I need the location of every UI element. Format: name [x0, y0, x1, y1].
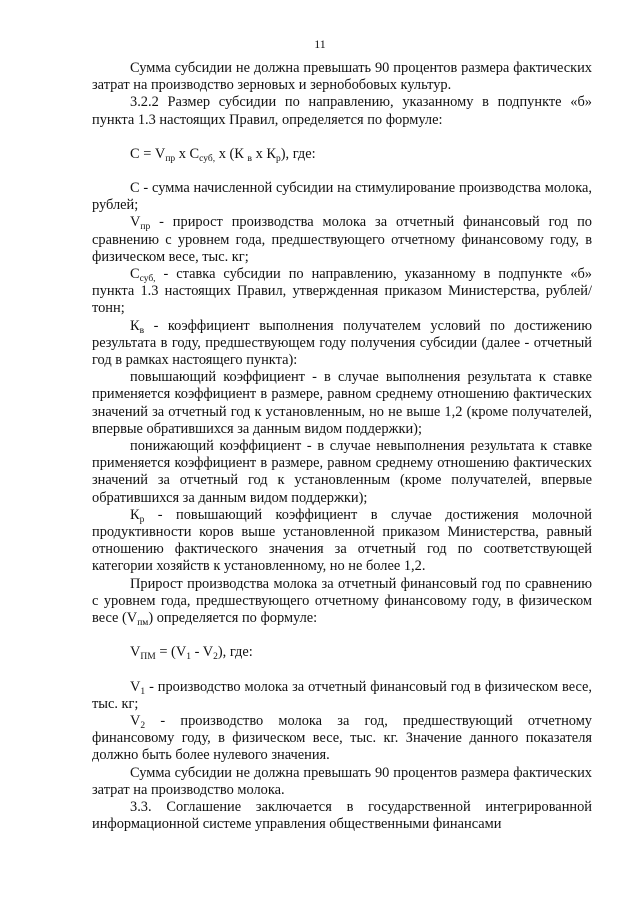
definition-v-pr: $V_{пр}$ - прирост производства молока за отчетный финансовый год по сравнению с уровнем года, предшествующего отчетному финансовому году, в физическом весе, тыс. кг;: [92, 214, 592, 265]
page-number: 11: [314, 37, 326, 51]
definition-v1: $V_1$ - производство молока за отчетный финансовый год в физическом весе, тыс. кг;: [92, 678, 592, 712]
paragraph-3-2-2: 3.2.2 Размер субсидии по направлению, указанному в подпункте «б» пункта 1.3 настоящих Правил, определяется по формуле:: [92, 94, 592, 128]
definition-k-r: $К_р$ - повышающий коэффициент в случае достижения молочной продуктивности коров выше установленной приказом Министерства, равный отношению фактического значения за отчетный год по соответствующей категории хозяйств к установленному, но не более 1,2.: [92, 506, 592, 575]
paragraph-decreasing-coefficient: понижающий коэффициент - в случае невыполнения результата к ставке применяется коэффициент в размере, равном среднему отношению фактических значений за отчетный год к установленным (кроме получателей, впервые обратившихся за данным видом поддержки);: [92, 438, 592, 506]
paragraph-subsidy-limit-grain: Сумма субсидии не должна превышать 90 процентов размера фактических затрат на производство зерновых и зернобобовых культур.: [92, 60, 592, 94]
definition-c: С - сумма начисленной субсидии на стимулирование производства молока, рублей;: [92, 180, 592, 214]
formula-milk-growth: $V_{ПМ} = (V_1 - V_2)$, где:: [130, 644, 253, 663]
formula-subsidy: $С = V_{пр}$ х $С_{суб,}$ х (К $_в$ х $К_р$), где:: [130, 145, 316, 164]
paragraph-subsidy-limit-milk: Сумма субсидии не должна превышать 90 процентов размера фактических затрат на производство молока.: [92, 764, 592, 798]
definition-c-sub: $С_{суб,}$ - ставка субсидии по направлению, указанному в подпункте «б» пункта 1.3 настоящих Правил, утвержденная приказом Министерства, рублей/тонн;: [92, 266, 592, 317]
paragraph-milk-growth: Прирост производства молока за отчетный финансовый год по сравнению с уровнем года, предшествующего отчетному финансовому году, в физическом весе $(V_{пм})$ определяется по формуле:: [92, 575, 592, 629]
document-body: [92, 60, 592, 833]
definition-v2: $V_2$ - производство молока за год, предшествующий отчетному финансовому году, в физическом весе, тыс. кг. Значение данного показателя должно быть более нулевого значения.: [92, 712, 592, 764]
paragraph-increasing-coefficient: повышающий коэффициент - в случае выполнения результата к ставке применяется коэффициент в размере, равном среднему отношению фактических значений за отчетный год к установленным, но не выше 1,2 (кроме получателей, впервые обратившихся за данным видом поддержки);: [92, 369, 592, 437]
paragraph-3-3: 3.3. Соглашение заключается в государственной интегрированной информационной системе управления общественными финансами: [92, 798, 592, 833]
definition-k-v: $К_в$ - коэффициент выполнения получателем условий по достижению результата в году, предшествующем году получения субсидии (далее - отчетный год в рамках настоящего пункта):: [92, 317, 592, 369]
